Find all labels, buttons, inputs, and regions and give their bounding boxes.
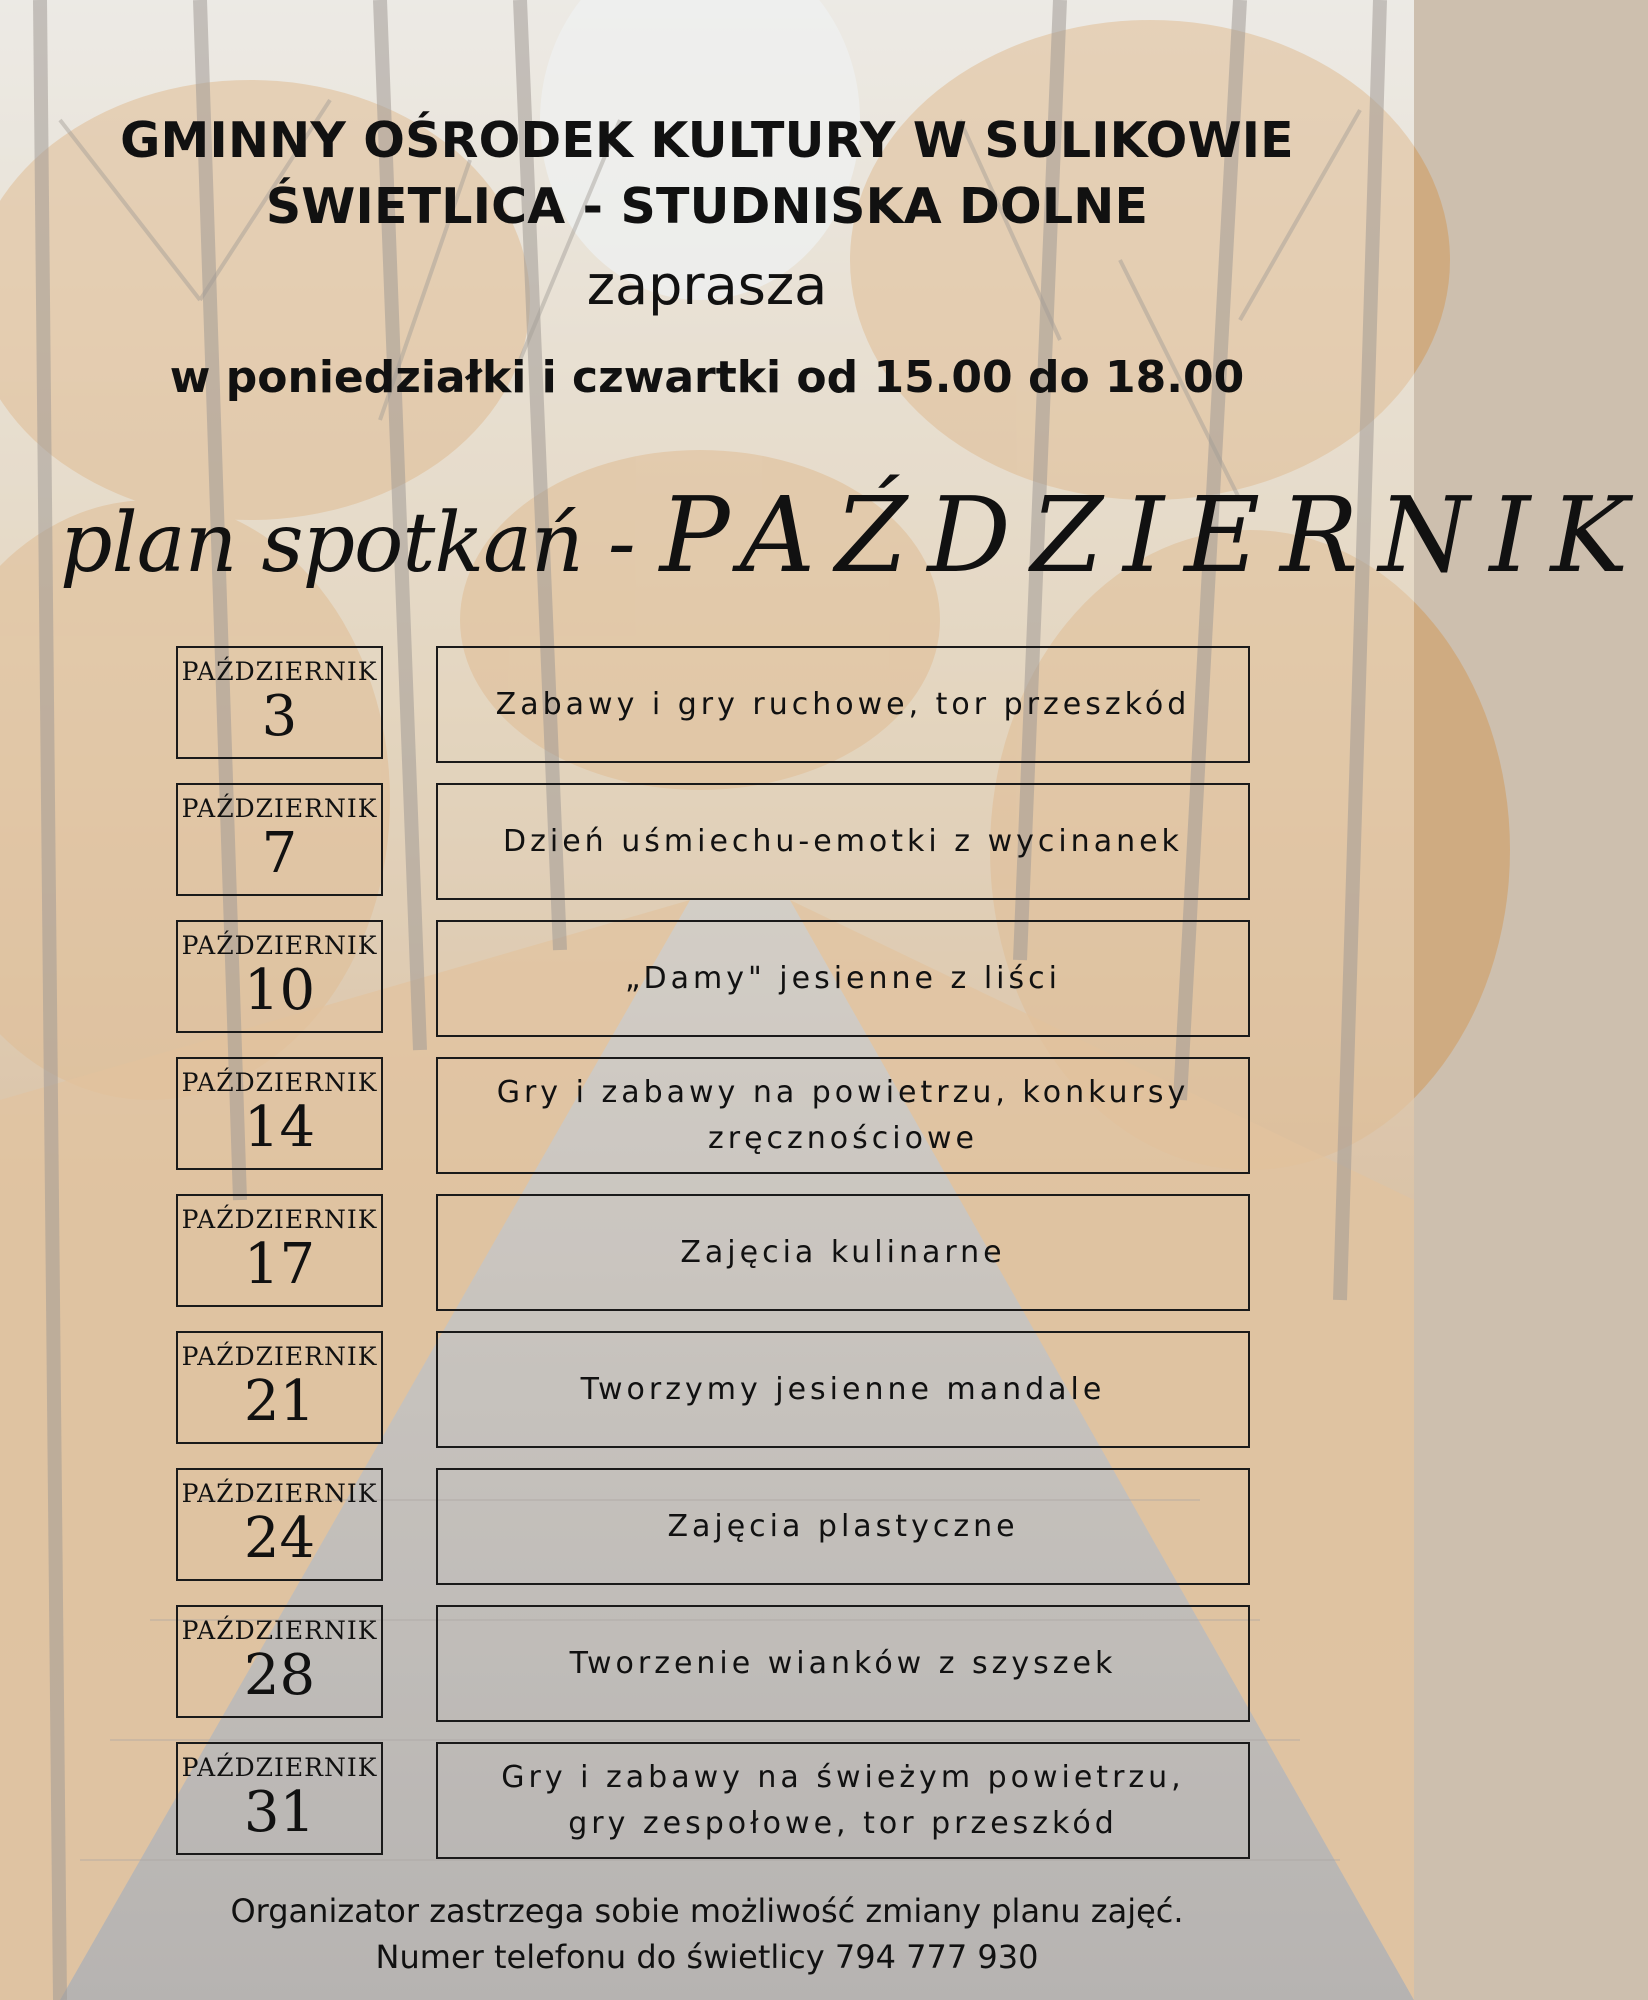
activity-box (436, 1331, 1250, 1448)
schedule-list (176, 646, 1250, 1879)
activity-box (436, 646, 1250, 763)
organizer-heading (0, 108, 1414, 240)
schedule-row (176, 783, 1250, 900)
organizer-name: GMINNY OŚRODEK KULTURY W SULIKOWIE (120, 112, 1294, 169)
date-month: PAŹDZIERNIK (181, 1205, 378, 1234)
venue-name: ŚWIETLICA - STUDNISKA DOLNE (265, 178, 1149, 235)
date-month: PAŹDZIERNIK (181, 657, 378, 686)
change-notice: Organizator zastrzega sobie możliwość zmiany planu zajęć. (230, 1892, 1184, 1930)
date-box (176, 1468, 383, 1581)
schedule-row (176, 1605, 1250, 1722)
activity-text: Tworzenie wianków z szyszek (569, 1645, 1117, 1681)
plan-title (60, 460, 1648, 610)
schedule-row (176, 1194, 1250, 1311)
activity-text: Gry i zabawy na powietrzu, konkursy zręcznościowe (496, 1074, 1190, 1156)
date-box (176, 646, 383, 759)
activity-text: Dzień uśmiechu-emotki z wycinanek (503, 823, 1183, 859)
date-box (176, 1057, 383, 1170)
activity-text: Gry i zabawy na świeżym powietrzu, gry zespołowe, tor przeszkód (501, 1759, 1185, 1841)
schedule-row (176, 920, 1250, 1037)
date-day: 31 (243, 1780, 316, 1845)
schedule-row (176, 1742, 1250, 1859)
activity-box (436, 1194, 1250, 1311)
date-day: 24 (243, 1506, 316, 1571)
plan-title-lead: plan spotkań - (60, 496, 660, 591)
date-month: PAŹDZIERNIK (181, 1342, 378, 1371)
date-day: 10 (243, 958, 316, 1023)
activity-box (436, 783, 1250, 900)
footer (0, 1888, 1414, 1980)
activity-text: „Damy" jesienne z liści (625, 960, 1061, 996)
date-day: 21 (243, 1369, 316, 1434)
schedule-row (176, 646, 1250, 763)
schedule-row (176, 1468, 1250, 1585)
activity-text: Tworzymy jesienne mandale (580, 1371, 1106, 1407)
activity-text: Zajęcia plastyczne (667, 1508, 1019, 1544)
opening-hours: w poniedziałki i czwartki od 15.00 do 18.00 (169, 352, 1245, 403)
date-month: PAŹDZIERNIK (181, 931, 378, 960)
date-day: 14 (243, 1095, 316, 1160)
activity-box (436, 920, 1250, 1037)
date-month: PAŹDZIERNIK (181, 1068, 378, 1097)
activity-box (436, 1605, 1250, 1722)
date-month: PAŹDZIERNIK (181, 794, 378, 823)
date-box (176, 1605, 383, 1718)
date-month: PAŹDZIERNIK (181, 1753, 378, 1782)
date-box (176, 920, 383, 1033)
activity-text: Zabawy i gry ruchowe, tor przeszkód (495, 686, 1191, 722)
date-month: PAŹDZIERNIK (181, 1616, 378, 1645)
date-box (176, 1742, 383, 1855)
date-month: PAŹDZIERNIK (181, 1479, 378, 1508)
schedule-row (176, 1331, 1250, 1448)
activity-text: Zajęcia kulinarne (680, 1234, 1006, 1270)
activity-box (436, 1057, 1250, 1174)
date-day: 7 (261, 821, 298, 886)
activity-box (436, 1468, 1250, 1585)
activity-box (436, 1742, 1250, 1859)
date-day: 17 (243, 1232, 316, 1297)
phone-number: Numer telefonu do świetlicy 794 777 930 (375, 1938, 1039, 1976)
date-box (176, 1194, 383, 1307)
date-day: 3 (261, 684, 298, 749)
date-day: 28 (243, 1643, 316, 1708)
plan-title-month: PAŹDZIERNIK (659, 474, 1648, 596)
date-box (176, 783, 383, 896)
invite-text: zaprasza (586, 254, 828, 317)
schedule-row (176, 1057, 1250, 1174)
date-box (176, 1331, 383, 1444)
